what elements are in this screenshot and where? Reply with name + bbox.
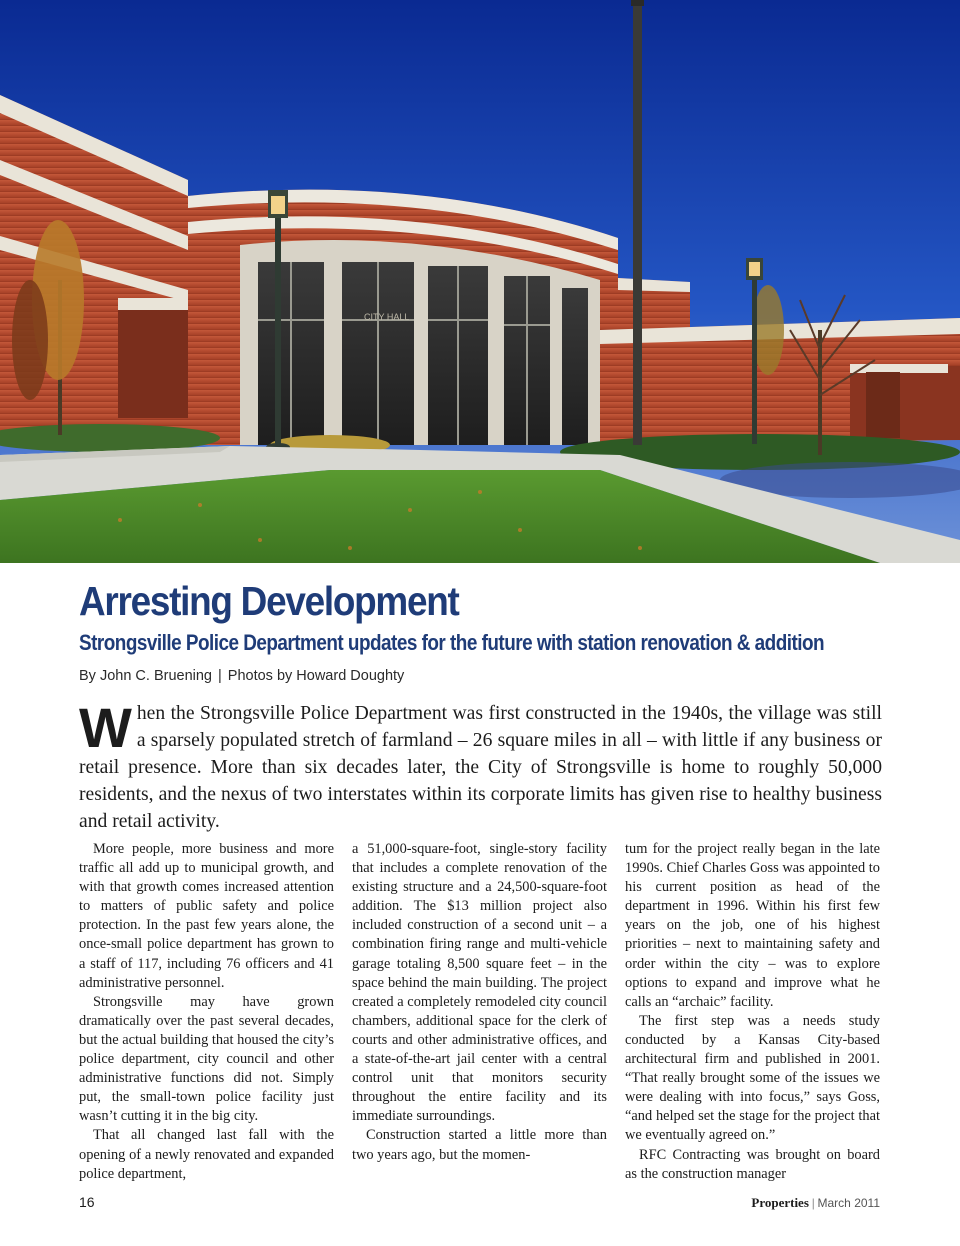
paragraph: Construction started a little more than two years ago, but the momen- — [352, 1127, 607, 1163]
paragraph: Strongsville may have grown dramatically over the past several decades, but the actual building that housed the city’s police department, city council and other administrative functions did not. Simply put, the small-town police facility just wasn’t cutting it in the big city. — [79, 993, 334, 1125]
body-column-2 — [352, 840, 607, 1188]
hero-photo — [0, 0, 960, 563]
byline-separator: | — [218, 668, 222, 684]
publication-name: Properties — [751, 1195, 809, 1210]
byline — [79, 668, 404, 684]
paragraph: That all changed last fall with the opening of a newly renovated and expanded police department, — [79, 1127, 334, 1182]
paragraph: tum for the project really began in the late 1990s. Chief Charles Goss was appointed to his current position as head of the department in 1996. Within his first few years on the job, one of his highest priorities – next to maintaining safety and order within the city – was to explore options to expand and improve what he calls an “archaic” facility. — [625, 841, 880, 1010]
paragraph: a 51,000-square-foot, single-story facility that includes a complete renovation of the existing structure and a 24,500-square-foot addition. The $13 million project also included construction of a second unit – a combination firing range and multi-vehicle garage totaling 8,500 square feet – in the space behind the main building. The project created a completely remodeled city council chambers, additional space for the clerk of courts and other administrative offices, and a state-of-the-art jail center with a central control unit that monitors security throughout the entire facility and its immediate surroundings. — [352, 841, 607, 1125]
lead-paragraph — [79, 696, 882, 835]
lead-text: hen the Strongsville Police Department was first constructed in the 1940s, the village was still a sparsely populated stretch of farmland – 26 square miles in all – with little if any business or retail presence. More than six decades later, the City of Strongsville is home to roughly 50,000 residents, and the nexus of two interstates within its corporate limits has given rise to healthy business and retail activity. — [79, 703, 882, 833]
body-column-3 — [625, 840, 880, 1188]
footer-separator: | — [811, 1195, 815, 1210]
drop-cap: W — [79, 696, 132, 759]
paragraph: The first step was a needs study conducted by a Kansas City-based architectural firm and published in 2001. “That really brought some of the issues we were dealing with into focus,” says Goss, “and helped set the stage for the project that we eventually agreed on.” — [625, 1012, 880, 1144]
article-subtitle: Strongsville Police Department updates for the future with station renovation & addition — [79, 630, 825, 655]
rotunda — [188, 190, 618, 445]
paragraph: More people, more business and more traffic all add up to municipal growth, and with that growth comes increased attention to matters of public safety and police protection. In the past few years alone, the once-small police department has grown to a staff of 117, including 76 officers and 41 administrative personnel. — [79, 841, 334, 991]
police-station-illustration — [0, 0, 960, 563]
body-column-1 — [79, 840, 334, 1188]
article-title: Arresting Development — [79, 578, 459, 624]
page-number: 16 — [79, 1194, 95, 1210]
publication-footer — [751, 1195, 880, 1211]
paragraph: RFC Contracting was brought on board as the construction manager — [625, 1146, 880, 1182]
byline-author: By John C. Bruening — [79, 668, 212, 684]
byline-photos: Photos by Howard Doughty — [227, 668, 405, 684]
building-sign: CITY HALL — [364, 312, 410, 322]
issue-date: March 2011 — [817, 1196, 880, 1210]
